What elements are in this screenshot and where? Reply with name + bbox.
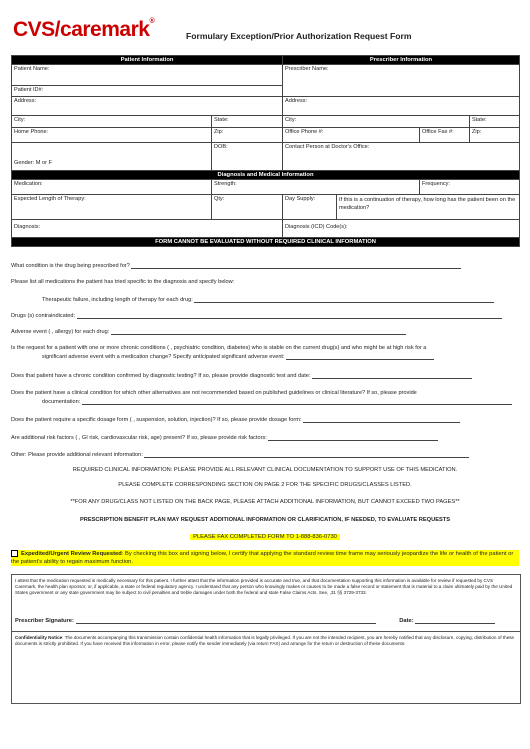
qty-label: Qty:	[214, 196, 225, 202]
patient-address-field[interactable]	[12, 97, 283, 116]
adverse-event-text: Adverse event ( , allergy) for each drug:	[11, 329, 110, 335]
answer-line-condition[interactable]	[131, 262, 461, 269]
continuation-label: If this is a continuation of therapy, how long has the patient been on the medication?	[339, 197, 516, 211]
prescriber-state-label: State:	[472, 117, 487, 123]
logo-text: CVS/caremark	[13, 18, 150, 41]
question-condition	[11, 262, 461, 269]
prescriber-city-field[interactable]	[283, 116, 470, 128]
qty-field[interactable]	[212, 195, 283, 220]
urgent-review-label: Expedited/Urgent Review Requested	[21, 551, 122, 558]
confidentiality-notice	[15, 635, 515, 647]
answer-line-risk-factors[interactable]	[268, 434, 438, 441]
office-fax-label: Office Fax #:	[422, 129, 454, 135]
fax-number-notice: PLEASE FAX COMPLETED FORM TO 1-888-836-0730	[190, 534, 340, 540]
risk-factors-text: Are additional risk factors ( , GI risk, cardiovascular risk, age) present? If so, please provide risk factors:	[11, 435, 267, 441]
gender-label: Gender: M or F	[14, 160, 52, 166]
patient-info-header: Patient Information	[12, 56, 283, 65]
not-evaluated-banner: FORM CANNOT BE EVALUATED WITHOUT REQUIRED CLINICAL INFORMATION	[12, 238, 520, 247]
complete-section-notice: PLEASE COMPLETE CORRESPONDING SECTION ON PAGE 2 FOR THE SPECIFIC DRUGS/CLASSES LISTED.	[118, 482, 412, 488]
question-clinical-condition-line2	[42, 398, 512, 405]
patient-address-label: Address:	[14, 98, 37, 104]
dob-field[interactable]	[212, 143, 283, 171]
answer-line-documentation[interactable]	[82, 398, 512, 405]
patient-id-field[interactable]	[12, 86, 283, 97]
frequency-label: Frequency:	[422, 181, 450, 187]
answer-line-therapeutic-failure[interactable]	[194, 296, 494, 303]
office-phone-field[interactable]	[283, 128, 420, 143]
answer-line-dosage-form[interactable]	[303, 416, 460, 423]
expected-length-label: Expected Length of Therapy:	[14, 196, 86, 202]
answer-line-contraindicated[interactable]	[77, 312, 502, 319]
patient-city-label: City:	[14, 117, 26, 123]
question-dosage-form	[11, 416, 460, 423]
office-fax-field[interactable]	[420, 128, 470, 143]
contact-person-label: Contact Person at Doctor's Office:	[285, 144, 370, 150]
diagnostic-testing-text: Does that patient have a chronic condition confirmed by diagnostic testing? If so, please provide diagnostic test and date:	[11, 373, 311, 379]
form-title: Formulary Exception/Prior Authorization Request Form	[186, 31, 412, 41]
patient-id-label: Patient ID#:	[14, 87, 44, 93]
icd-code-field[interactable]	[283, 220, 520, 238]
signature-label: Prescriber Signature:	[15, 618, 74, 624]
urgent-review-text: : By checking this box and signing below, I certify that applying the standard review time frame may seriously jeopardize the life or health of the patient or the patient’s ability to regain maximum function.	[11, 551, 514, 566]
continuation-field[interactable]	[337, 195, 520, 220]
dob-label: DOB:	[214, 144, 228, 150]
answer-line-other[interactable]	[144, 451, 469, 458]
expected-length-field[interactable]	[12, 195, 212, 220]
office-phone-label: Office Phone #:	[285, 129, 324, 135]
icd-code-label: Diagnosis (ICD) Code(s):	[285, 224, 348, 230]
home-phone-field[interactable]	[12, 128, 212, 143]
answer-line-diagnostic-testing[interactable]	[312, 372, 472, 379]
frequency-field[interactable]	[420, 180, 520, 195]
prescriber-name-label: Prescriber Name:	[285, 66, 329, 72]
question-diagnostic-testing	[11, 372, 472, 379]
question-medications-tried: Please list all medications the patient has tried specific to the diagnosis and specify below:	[11, 279, 235, 285]
question-therapeutic-failure	[42, 296, 494, 303]
prescriber-zip-label: Zip:	[472, 129, 482, 135]
prescriber-zip-field[interactable]	[470, 128, 520, 143]
trademark-symbol: ®	[149, 18, 155, 25]
strength-label: Strength:	[214, 181, 237, 187]
diagnosis-field[interactable]	[12, 220, 283, 238]
prescriber-name-field[interactable]	[283, 65, 520, 97]
answer-line-adverse-event[interactable]	[111, 328, 406, 335]
confidentiality-label: Confidentiality Notice	[15, 635, 63, 640]
day-supply-label: Day Supply:	[285, 196, 316, 202]
attestation-text: I attest that the medication requested is medically necessary for this patient. I further attest that the information provided is accurate and true, and that documentation supporting this information is available for review if requested by CVS Caremark, the health plan sponsor, or, if applicable, a state or federal regulatory agency. I understand that any person who knowingly makes or causes to be made a false record or statement that is material to a claim ultimately paid by the United States government or any state government may be subject to civil penalties and treble damages under both the federal and state False Claims Acts. See, ,31 §§ 3729-3733.	[15, 578, 513, 595]
plan-may-request-notice: PRESCRIPTION BENEFIT PLAN MAY REQUEST ADDITIONAL INFORMATION OR CLARIFICATION, IF NEEDED, TO EVALUATE REQUESTS	[79, 517, 451, 523]
question-other	[11, 451, 469, 458]
home-phone-label: Home Phone:	[14, 129, 49, 135]
prescriber-city-label: City:	[285, 117, 297, 123]
attestation-divider	[12, 631, 520, 632]
day-supply-field[interactable]	[283, 195, 337, 220]
gender-field[interactable]	[12, 143, 212, 171]
urgent-review-section	[11, 550, 519, 566]
question-chronic-stable: Is the request for a patient with one or more chronic conditions ( , psychiatric condition, diabetes) who is stable on the current drug(s) and who might be at high risk for a	[11, 345, 427, 351]
diagnosis-header: Diagnosis and Medical Information	[12, 171, 520, 180]
prescriber-address-field[interactable]	[283, 97, 520, 116]
strength-field[interactable]	[212, 180, 420, 195]
question-risk-factors	[11, 434, 438, 441]
patient-zip-field[interactable]	[212, 128, 283, 143]
patient-city-field[interactable]	[12, 116, 212, 128]
dosage-form-text: Does the patient require a specific dosage form ( , suspension, solution, injection)? If so, please provide dosage form:	[11, 417, 302, 423]
date-line[interactable]	[415, 617, 495, 624]
cvs-caremark-logo	[13, 18, 154, 42]
contraindicated-text: Drugs (s) contraindicated:	[11, 313, 76, 319]
prescriber-info-header: Prescriber Information	[283, 56, 520, 65]
info-table	[11, 55, 520, 247]
not-listed-notice: **FOR ANY DRUG/CLASS NOT LISTED ON THE BACK PAGE, PLEASE ATTACH ADDITIONAL INFORMATION, BUT CANNOT EXCEED TWO PAGES**	[70, 499, 460, 505]
question-clinical-condition: Does the patient have a clinical condition for which other alternatives are not recommended based on published guidelines or clinical literature? If so, please provide	[11, 390, 417, 396]
patient-state-label: State:	[214, 117, 229, 123]
question-chronic-stable-line2	[42, 353, 434, 360]
contact-person-field[interactable]	[283, 143, 520, 171]
patient-name-label: Patient Name:	[14, 66, 50, 72]
patient-name-field[interactable]	[12, 65, 283, 86]
question-adverse-event	[11, 328, 406, 335]
required-clinical-notice: REQUIRED CLINICAL INFORMATION: PLEASE PROVIDE ALL RELEVANT CLINICAL DOCUMENTATION TO SUPPORT USE OF THIS MEDICATION.	[72, 467, 458, 473]
question-contraindicated	[11, 312, 502, 319]
medication-label: Medication:	[14, 181, 43, 187]
prescriber-state-field[interactable]	[470, 116, 520, 128]
chronic-stable-line2-text: significant adverse event with a medication change? Specify anticipated significant adverse event:	[42, 354, 285, 360]
attestation-box	[11, 574, 521, 704]
patient-zip-label: Zip:	[214, 129, 224, 135]
diagnosis-label: Diagnosis:	[14, 224, 41, 230]
urgent-review-checkbox[interactable]	[11, 550, 18, 557]
therapeutic-failure-text: Therapeutic failure, including length of therapy for each drug:	[42, 297, 193, 303]
signature-line[interactable]	[76, 617, 376, 624]
medication-field[interactable]	[12, 180, 212, 195]
signature-row	[15, 617, 495, 624]
date-label: Date:	[399, 618, 414, 624]
confidentiality-text: : The documents accompanying this transmission contain confidential health information that is legally privileged. If you are not the intended recipient, you are hereby notified that any disclosure, copying, distribution of these documents is strictly prohibited. If you have received this information in error, please notify the sender immediately (via return FAX) and arrange for the return or destruction of these documents.	[15, 635, 515, 646]
documentation-text: documentation:	[42, 399, 81, 405]
answer-line-adverse-anticipated[interactable]	[286, 353, 434, 360]
question-condition-text: What condition is the drug being prescribed for?	[11, 263, 130, 269]
prescriber-address-label: Address:	[285, 98, 308, 104]
patient-state-field[interactable]	[212, 116, 283, 128]
other-text: Other: Please provide additional relevant information:	[11, 452, 143, 458]
